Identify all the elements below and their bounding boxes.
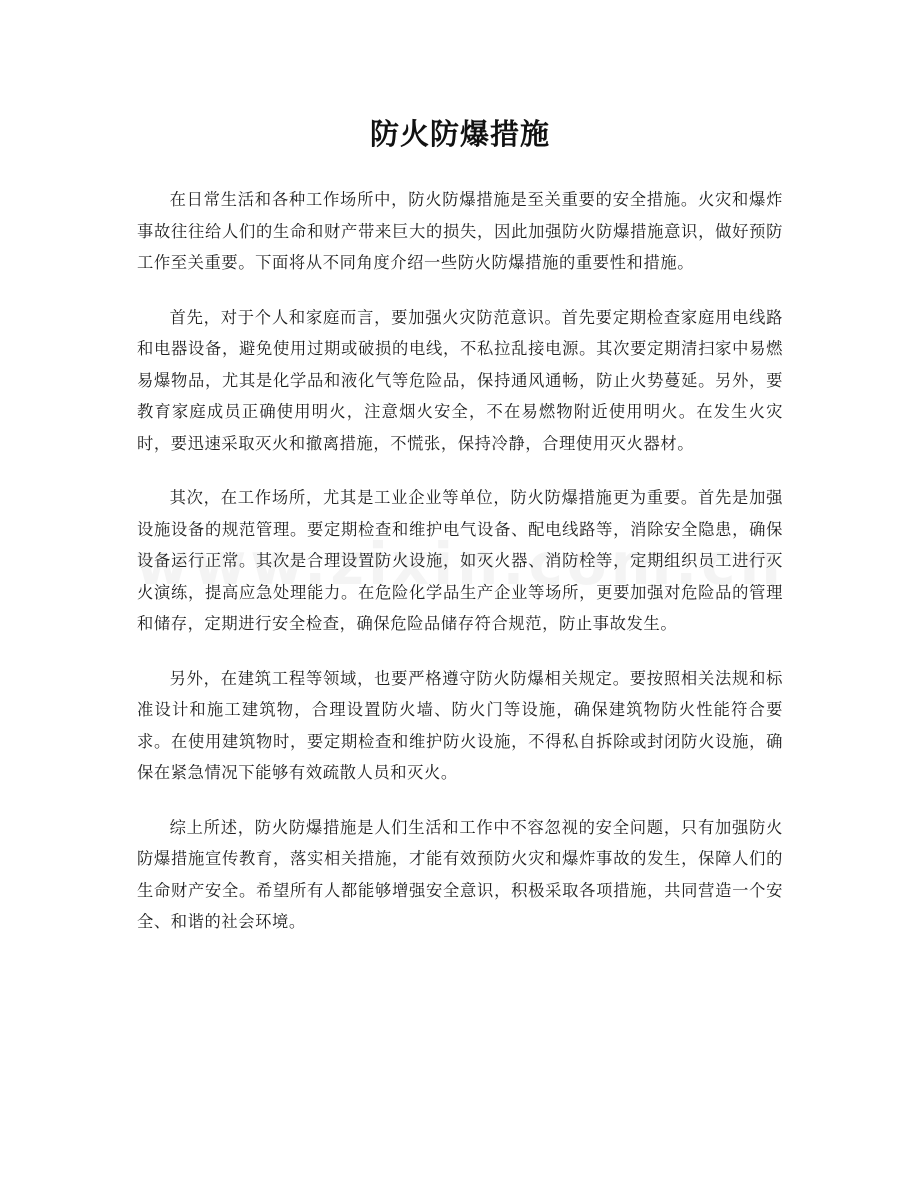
paragraph-intro: 在日常生活和各种工作场所中，防火防爆措施是至关重要的安全措施。火灾和爆炸事故往往给人们的生命和财产带来巨大的损失，因此加强防火防爆措施意识，做好预防工作至关重要。下面将从不同角度介绍一些防火防爆措施的重要性和措施。 <box>137 190 783 272</box>
paragraph-construction-safety: 另外，在建筑工程等领域，也要严格遵守防火防爆相关规定。要按照相关法规和标准设计和施工建筑物，合理设置防火墙、防火门等设施，确保建筑物防火性能符合要求。在使用建筑物时，要定期检查和维护防火设施，不得私自拆除或封闭防火设施，确保在紧急情况下能够有效疏散人员和灭火。 <box>137 668 783 782</box>
paragraph-home-safety: 首先，对于个人和家庭而言，要加强火灾防范意识。首先要定期检查家庭用电线路和电器设备，避免使用过期或破损的电线，不私拉乱接电源。其次要定期清扫家中易燃易爆物品，尤其是化学品和液化气等危险品，保持通风通畅，防止火势蔓延。另外，要教育家庭成员正确使用明火，注意烟火安全，不在易燃物附近使用明火。在发生火灾时，要迅速采取灭火和撤离措施，不慌张，保持冷静，合理使用灭火器材。 <box>137 307 783 453</box>
document-title: 防火防爆措施 <box>369 117 550 151</box>
document-body <box>137 184 783 961</box>
paragraph-workplace-safety: 其次，在工作场所，尤其是工业企业等单位，防火防爆措施更为重要。首先是加强设施设备的规范管理。要定期检查和维护电气设备、配电线路等，消除安全隐患，确保设备运行正常。其次是合理设置防火设施，如灭火器、消防栓等，定期组织员工进行灭火演练，提高应急处理能力。在危险化学品生产企业等场所，更要加强对危险品的管理和储存，定期进行安全检查，确保危险品储存符合规范，防止事故发生。 <box>137 488 783 633</box>
paragraph-conclusion: 综上所述，防火防爆措施是人们生活和工作中不容忽视的安全问题，只有加强防火防爆措施宣传教育，落实相关措施，才能有效预防火灾和爆炸事故的发生，保障人们的生命财产安全。希望所有人都能够增强安全意识，积极采取各项措施，共同营造一个安全、和谐的社会环境。 <box>137 817 783 931</box>
